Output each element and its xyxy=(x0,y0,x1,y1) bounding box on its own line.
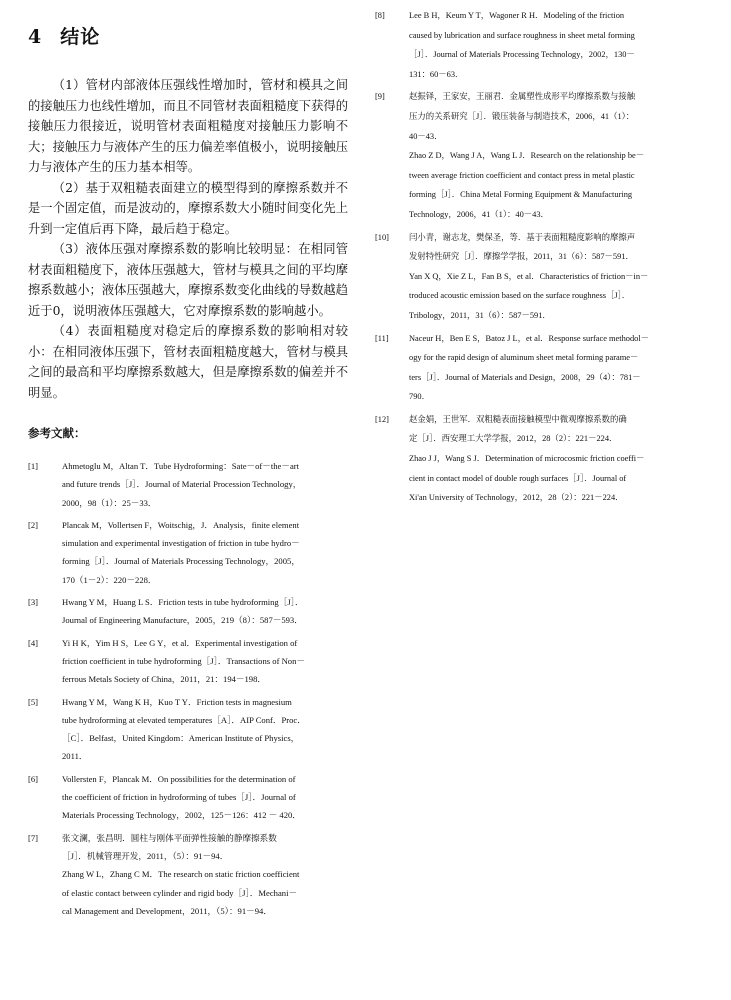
conclusion-paragraph-3: （3）液体压强对摩擦系数的影响比较明显：在相同管材表面粗糙度下，液体压强越大，管材与模具之间的平均摩擦系数越小；液体压强越大，摩擦系数变化曲线的导数越趋近于0，说明液体压强越大，它对摩擦系数的影响越小。 xyxy=(28,242,348,318)
reference-line: 40－43． xyxy=(409,131,443,141)
reference-line: Zhao J J，Wang S J．Determination of microcosmic friction coeffi－ xyxy=(409,454,645,464)
reference-line: 闫小青，谢志龙，樊保圣，等．基于表面粗糙度影响的摩擦声 xyxy=(409,232,636,242)
reference-entry xyxy=(28,457,348,512)
section-title: 结论 xyxy=(60,26,101,48)
reference-line: Technology，2006，41（1）：40－43． xyxy=(409,209,549,219)
reference-line: tween average friction coefficient and contact press in metal plastic xyxy=(409,170,635,180)
reference-line: Yan X Q，Xie Z L，Fan B S，et al．Characteristics of friction－in－ xyxy=(409,271,649,281)
reference-line: 发射特性研究［J］．摩擦学学报，2011，31（6）：587－591． xyxy=(409,252,634,262)
reference-line: Lee B H，Keum Y T，Wagoner R H．Modeling of the friction xyxy=(409,11,625,20)
reference-entry xyxy=(28,829,348,920)
reference-line: Xi'an University of Technology，2012，28（2）：221－224． xyxy=(409,493,624,503)
reference-line: Yi H K，Yim H S，Lee G Y，et al．Experimental investigation of xyxy=(62,637,298,648)
reference-line: simulation and experimental investigation of friction in tube hydro－ xyxy=(62,538,300,549)
reference-line: 张文澜，张昌明．圆柱与刚体平面弹性接触的静摩擦系数 xyxy=(62,832,277,843)
references-list-right xyxy=(375,6,720,508)
reference-number: [8] xyxy=(375,11,385,20)
reference-number: [10] xyxy=(375,232,389,242)
conclusion-paragraph-1: （1）管材内部液体压强线性增加时，管材和模具之间的接触压力也线性增加，而且不同管材表面粗糙度下获得的接触压力很接近，说明管材表面粗糙度对接触压力影响不大；接触压力与液体产生的压力偏差率值极小，说明接触压力与液体产生的压力基本相等。 xyxy=(28,78,348,174)
reference-line: friction coefficient in tube hydroforming［J］．Transactions of Non－ xyxy=(62,655,305,666)
reference-entry xyxy=(28,634,348,689)
reference-line: ［J］．Journal of Materials Processing Technology，2002，130－ xyxy=(409,50,635,60)
reference-entry xyxy=(375,6,720,84)
reference-line: Hwang Y M，Wang K H，Kuo T Y．Friction tests in magnesium xyxy=(62,696,292,707)
reference-line: Tribology，2011，31（6）：587－591． xyxy=(409,310,551,320)
reference-entry xyxy=(28,593,348,630)
reference-entry xyxy=(375,228,720,326)
reference-line: 2000，98（1）：25－33． xyxy=(62,497,157,508)
reference-number: [11] xyxy=(375,333,389,343)
reference-line: of elastic contact between cylinder and rigid body［J］．Mechani－ xyxy=(62,887,298,898)
reference-entry xyxy=(28,516,348,589)
reference-line: 2011． xyxy=(62,751,88,762)
reference-line: troduced acoustic emission based on the surface roughness［J］． xyxy=(409,291,631,301)
reference-line: 131：60－63． xyxy=(409,69,464,79)
reference-line: caused by lubrication and surface roughness in sheet metal forming xyxy=(409,30,635,40)
reference-line: Zhao Z D，Wang J A，Wang L J．Research on the relationship be－ xyxy=(409,151,645,161)
reference-line: forming［J］．China Metal Forming Equipment & Manufacturing xyxy=(409,190,633,200)
reference-line: and future trends［J］．Journal of Material Procession Technology， xyxy=(62,479,302,490)
reference-line: tube hydroforming at elevated temperatures［A］．AIP Conf．Proc． xyxy=(62,714,306,725)
reference-line: 压力的关系研究［J］．锻压装备与制造技术，2006，41（1）： xyxy=(409,111,635,121)
reference-line: cal Management and Development，2011，（5）：91－94． xyxy=(62,905,272,916)
reference-line: 定［J］．西安理工大学学报，2012，28（2）：221－224． xyxy=(409,434,618,444)
reference-number: [1] xyxy=(28,461,39,471)
conclusion-paragraph-2: （2）基于双粗糙表面建立的模型得到的摩擦系数并不是一个固定值，而是波动的，摩擦系数大小随时间变化先上升到一定值后再下降，最后趋于稳定。 xyxy=(28,180,348,236)
reference-number: [12] xyxy=(375,414,389,424)
reference-line: Naceur H，Ben E S，Batoz J L，et al．Response surface methodol－ xyxy=(409,333,650,343)
reference-line: Plancak M，Vollertsen F，Woitschig，J．Analysis，finite element xyxy=(62,519,300,530)
reference-number: [3] xyxy=(28,597,39,608)
reference-number: [2] xyxy=(28,519,39,530)
reference-entry xyxy=(375,87,720,224)
reference-entry xyxy=(28,770,348,825)
reference-entry xyxy=(28,693,348,766)
reference-line: Journal of Engineering Manufacture，2005，219（8）：587－593． xyxy=(62,615,303,626)
reference-entry xyxy=(375,410,720,508)
reference-line: Materials Processing Technology，2002，125－126：412 － 420． xyxy=(62,810,301,821)
reference-line: 赵金娟，王世军．双粗糙表面接触模型中微观摩擦系数的确 xyxy=(409,414,627,424)
reference-line: ferrous Metals Society of China，2011，21：194－198． xyxy=(62,674,266,685)
right-column xyxy=(375,6,720,511)
reference-line: ［C］．Belfast，United Kingdom：American Institute of Physics， xyxy=(62,733,300,744)
reference-line: 赵振铎，王家安，王丽君．金属塑性成形平均摩擦系数与接触 xyxy=(409,92,636,102)
reference-line: Hwang Y M，Huang L S．Friction tests in tube hydroforming［J］． xyxy=(62,597,304,608)
reference-number: [4] xyxy=(28,637,39,648)
reference-line: Zhang W L，Zhang C M．The research on static friction coefficient xyxy=(62,869,300,880)
references-heading: 参考文献： xyxy=(28,426,86,440)
reference-number: [6] xyxy=(28,773,39,784)
reference-line: forming［J］．Journal of Materials Processing Technology，2005， xyxy=(62,556,300,567)
reference-number: [5] xyxy=(28,696,39,707)
reference-line: 170（1－2）：220－228． xyxy=(62,574,157,585)
reference-line: Ahmetoglu M，Altan T．Tube Hydroforming：Sate－of－the－art xyxy=(62,461,300,471)
reference-line: Vollersten F，Plancak M．On possibilities for the determination of xyxy=(62,773,296,784)
reference-line: ters［J］．Journal of Materials and Design，2008，29（4）：781－ xyxy=(409,372,641,382)
reference-number: [7] xyxy=(28,832,39,843)
reference-line: the coefficient of friction in hydroforming of tubes［J］．Journal of xyxy=(62,792,296,803)
reference-entry xyxy=(375,329,720,407)
reference-line: cient in contact model of double rough surfaces［J］．Journal of xyxy=(409,473,627,483)
left-column xyxy=(28,22,348,924)
reference-line: ［J］．机械管理开发，2011，（5）：91－94． xyxy=(62,850,229,861)
references-list-left xyxy=(28,457,348,920)
reference-line: ogy for the rapid design of aluminum sheet metal forming parame－ xyxy=(409,353,639,363)
reference-line: 790． xyxy=(409,392,430,402)
section-number: 4 xyxy=(28,26,43,48)
reference-number: [9] xyxy=(375,92,385,102)
conclusion-paragraph-4: （4）表面粗糙度对稳定后的摩擦系数的影响相对较小：在相同液体压强下，管材表面粗糙度越大，管材与模具之间的最高和平均摩擦系数越大，但是摩擦系数的偏差并不明显。 xyxy=(28,324,348,400)
section-heading xyxy=(28,22,348,49)
